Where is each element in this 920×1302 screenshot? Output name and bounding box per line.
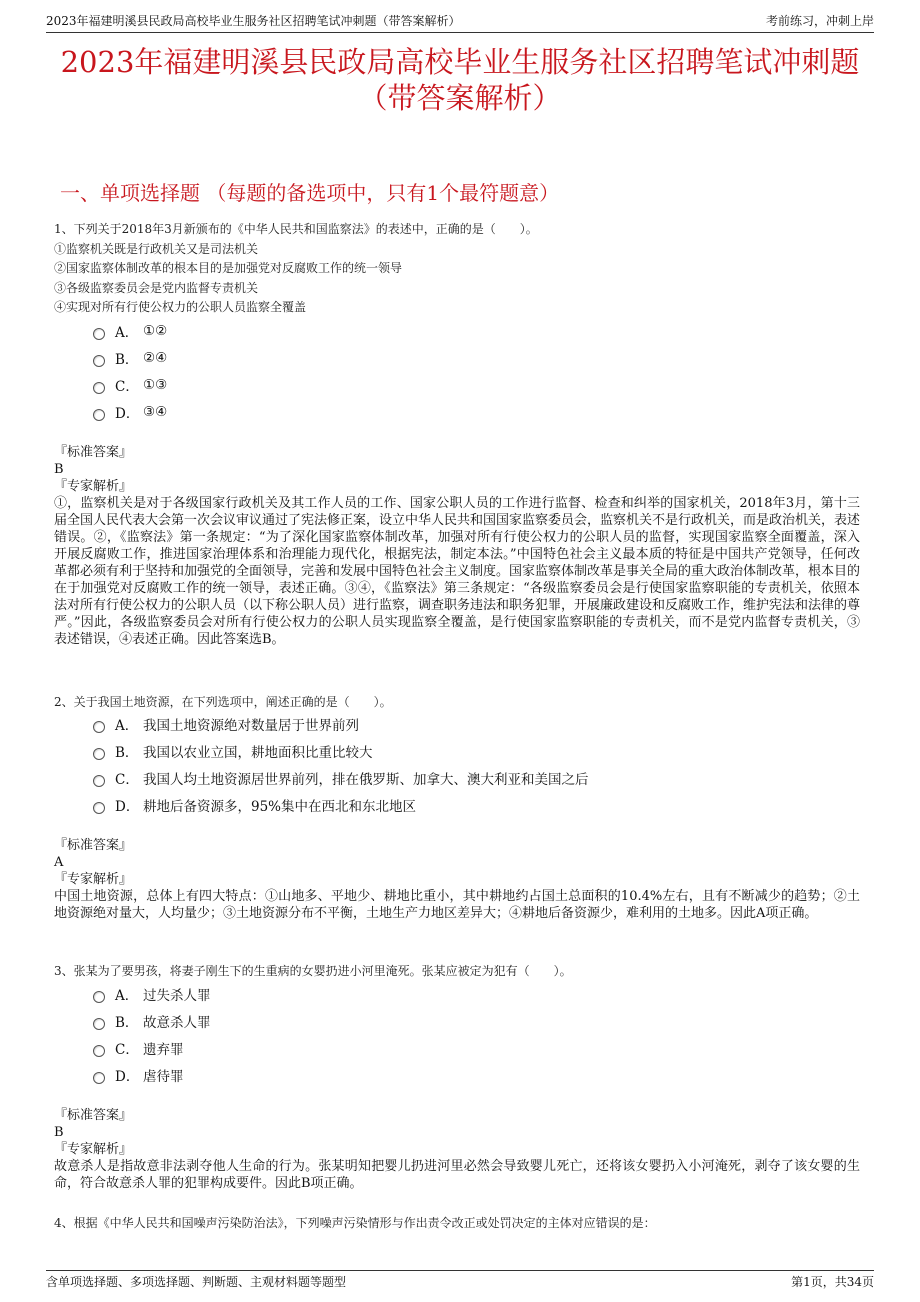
title-line-1: 2023年福建明溪县民政局高校毕业生服务社区招聘笔试冲刺题 [60, 45, 860, 79]
radio-icon[interactable] [93, 802, 105, 814]
answer-label: 『标准答案』 [54, 838, 133, 853]
answer-value: A [54, 855, 64, 870]
question-item: ①监察机关既是行政机关又是司法机关 [54, 241, 259, 256]
radio-icon[interactable] [93, 382, 105, 394]
answer-block-q3 [54, 1107, 860, 1192]
analysis-label: 『专家解析』 [54, 479, 133, 494]
option-d[interactable]: D． ③④ [93, 398, 167, 425]
radio-icon[interactable] [93, 328, 105, 340]
section-heading: 一、单项选择题 （每题的备选项中，只有1个最符题意） [60, 181, 560, 205]
analysis-text: 中国土地资源，总体上有四大特点：①山地多、平地少、耕地比重小，其中耕地约占国土总面积的10.4%左右，且有不断减少的趋势；②土地资源绝对量大，人均量少；③土地资源分布不平衡，土地生产力地区差异大；④耕地后备资源少，难利用的土地多。因此A项正确。 [54, 889, 860, 921]
option-d[interactable]: D． 虐待罪 [93, 1061, 211, 1088]
radio-icon[interactable] [93, 721, 105, 733]
answer-label: 『标准答案』 [54, 445, 133, 460]
question-1 [54, 220, 538, 318]
radio-icon[interactable] [93, 409, 105, 421]
footer-question-types: 含单项选择题、多项选择题、判断题、主观材料题等题型 [46, 1275, 347, 1289]
radio-icon[interactable] [93, 775, 105, 787]
question-item: ②国家监察体制改革的根本目的是加强党对反腐败工作的统一领导 [54, 261, 403, 275]
answer-value: B [54, 462, 64, 477]
analysis-text: 故意杀人是指故意非法剥夺他人生命的行为。张某明知把婴儿扔进河里必然会导致婴儿死亡，还将该女婴扔入小河淹死，剥夺了该女婴的生命，符合故意杀人罪的犯罪构成要件。因此B项正确。 [54, 1159, 860, 1191]
question-stem: 3、张某为了要男孩，将妻子刚生下的生重病的女婴扔进小河里淹死。张某应被定为犯有（ ）。 [54, 964, 572, 978]
radio-icon[interactable] [93, 1018, 105, 1030]
options-q1 [93, 317, 167, 425]
option-c[interactable]: C． ①③ [93, 371, 167, 398]
header-doc-title: 2023年福建明溪县民政局高校毕业生服务社区招聘笔试冲刺题（带答案解析） [46, 14, 461, 28]
answer-label: 『标准答案』 [54, 1108, 133, 1123]
options-q3 [93, 980, 211, 1088]
title-line-2: （带答案解析） [358, 81, 562, 115]
option-b[interactable]: B． ②④ [93, 344, 167, 371]
question-3 [54, 962, 572, 982]
document-title [0, 44, 920, 116]
question-stem: 1、下列关于2018年3月新颁布的《中华人民共和国监察法》的表述中，正确的是（ ）。 [54, 222, 538, 236]
radio-icon[interactable] [93, 1045, 105, 1057]
question-item: ④实现对所有行使公权力的公职人员监察全覆盖 [54, 300, 307, 314]
page-number: 第1页，共34页 [791, 1275, 874, 1289]
header-slogan: 考前练习，冲刺上岸 [765, 14, 874, 28]
answer-value: B [54, 1125, 64, 1140]
answer-block-q2 [54, 837, 860, 922]
answer-block-q1 [54, 444, 860, 648]
option-c[interactable]: C． 遗弃罪 [93, 1034, 211, 1061]
question-4 [54, 1214, 656, 1234]
option-d[interactable]: D． 耕地后备资源多，95%集中在西北和东北地区 [93, 791, 589, 818]
option-c[interactable]: C． 我国人均土地资源居世界前列，排在俄罗斯、加拿大、澳大利亚和美国之后 [93, 764, 589, 791]
page-footer [46, 1270, 874, 1289]
options-q2 [93, 710, 589, 818]
analysis-label: 『专家解析』 [54, 1142, 133, 1157]
radio-icon[interactable] [93, 991, 105, 1003]
option-b[interactable]: B． 故意杀人罪 [93, 1007, 211, 1034]
option-a[interactable]: A． 我国土地资源绝对数量居于世界前列 [93, 710, 589, 737]
question-stem: 2、关于我国土地资源，在下列选项中，阐述正确的是（ ）。 [54, 695, 392, 709]
analysis-label: 『专家解析』 [54, 872, 133, 887]
option-a[interactable]: A． 过失杀人罪 [93, 980, 211, 1007]
radio-icon[interactable] [93, 355, 105, 367]
radio-icon[interactable] [93, 748, 105, 760]
page-header [46, 10, 874, 33]
option-a[interactable]: A． ①② [93, 317, 167, 344]
question-item: ③各级监察委员会是党内监督专责机关 [54, 280, 259, 295]
option-b[interactable]: B． 我国以农业立国，耕地面积比重比较大 [93, 737, 589, 764]
radio-icon[interactable] [93, 1072, 105, 1084]
analysis-text: ①，监察机关是对于各级国家行政机关及其工作人员的工作、国家公职人员的工作进行监督、检查和纠举的国家机关，2018年3月，第十三届全国人民代表大会第一次会议审议通过了宪法修正案，设立中华人民共和国国家监察委员会，监察机关不是行政机关，而是政治机关，表述错误。②，《监察法》第一条规定：“为了深化国家监察体制改革，加强对所有行使公权力的公职人员的监督，实现国家监察全面覆盖，深入开展反腐败工作，推进国家治理体系和治理能力现代化，根据宪法，制定本法。”中国特色社会主义最本质的特征是中国共产党领导，任何改革都必须有利于坚持和加强党的全面领导，完善和发展中国特色社会主义制度。国家监察体制改革是事关全局的重大政治体制改革，根本目的在于加强党对反腐败工作的统一领导，表述正确。③④，《监察法》第三条规定：“各级监察委员会是行使国家监察职能的专责机关，依照本法对所有行使公权力的公职人员（以下称公职人员）进行监察，调查职务违法和职务犯罪，开展廉政建设和反腐败工作，维护宪法和法律的尊严。”因此，各级监察委员会对所有行使公权力的公职人员实现监察全覆盖，是行使国家监察职能的专责机关，而不是党内监督专责机关，③表述错误，④表述正确。因此答案选B。 [54, 496, 861, 647]
question-stem: 4、根据《中华人民共和国噪声污染防治法》，下列噪声污染情形与作出责令改正或处罚决定的主体对应错误的是： [54, 1216, 656, 1230]
